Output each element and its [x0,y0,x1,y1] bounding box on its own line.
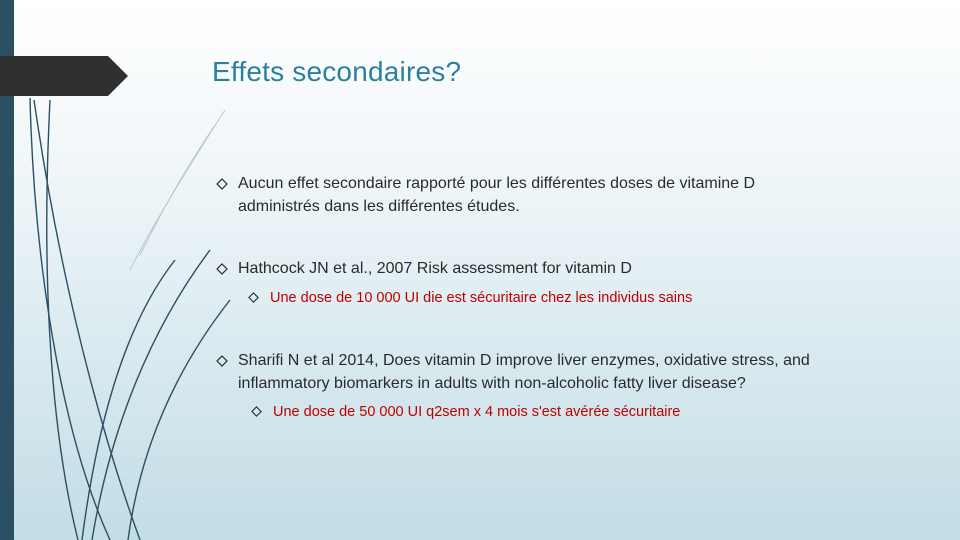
bullet-item [238,257,632,280]
bullet-item [238,349,810,395]
sub-bullet-item [273,402,680,422]
bullet-item [238,172,755,218]
sub-bullet-item [270,288,692,308]
sub-bullet-text: Une dose de 10 000 UI die est sécuritaire chez les individus sains [270,290,693,306]
bullet-line: Hathcock JN et al., 2007 Risk assessment for vitamin D [238,260,632,277]
diamond-outline-icon [248,292,259,303]
diamond-outline-icon [216,263,228,275]
bullet-line: Aucun effet secondaire rapporté pour les différentes doses de vitamine D [238,175,756,192]
diamond-outline-icon [216,178,228,190]
diamond-outline-icon [251,406,262,417]
slide-title: Effets secondaires? [212,56,462,87]
sub-bullet-text: Une dose de 50 000 UI q2sem x 4 mois s'est avérée sécuritaire [273,404,681,420]
title-tab-arrow [0,56,128,96]
bullet-line: administrés dans les différentes études. [238,198,520,215]
bullet-line: Sharifi N et al 2014, Does vitamin D improve liver enzymes, oxidative stress, and [238,352,810,369]
diamond-outline-icon [216,355,228,367]
bullet-line: inflammatory biomarkers in adults with non-alcoholic fatty liver disease? [238,375,746,392]
